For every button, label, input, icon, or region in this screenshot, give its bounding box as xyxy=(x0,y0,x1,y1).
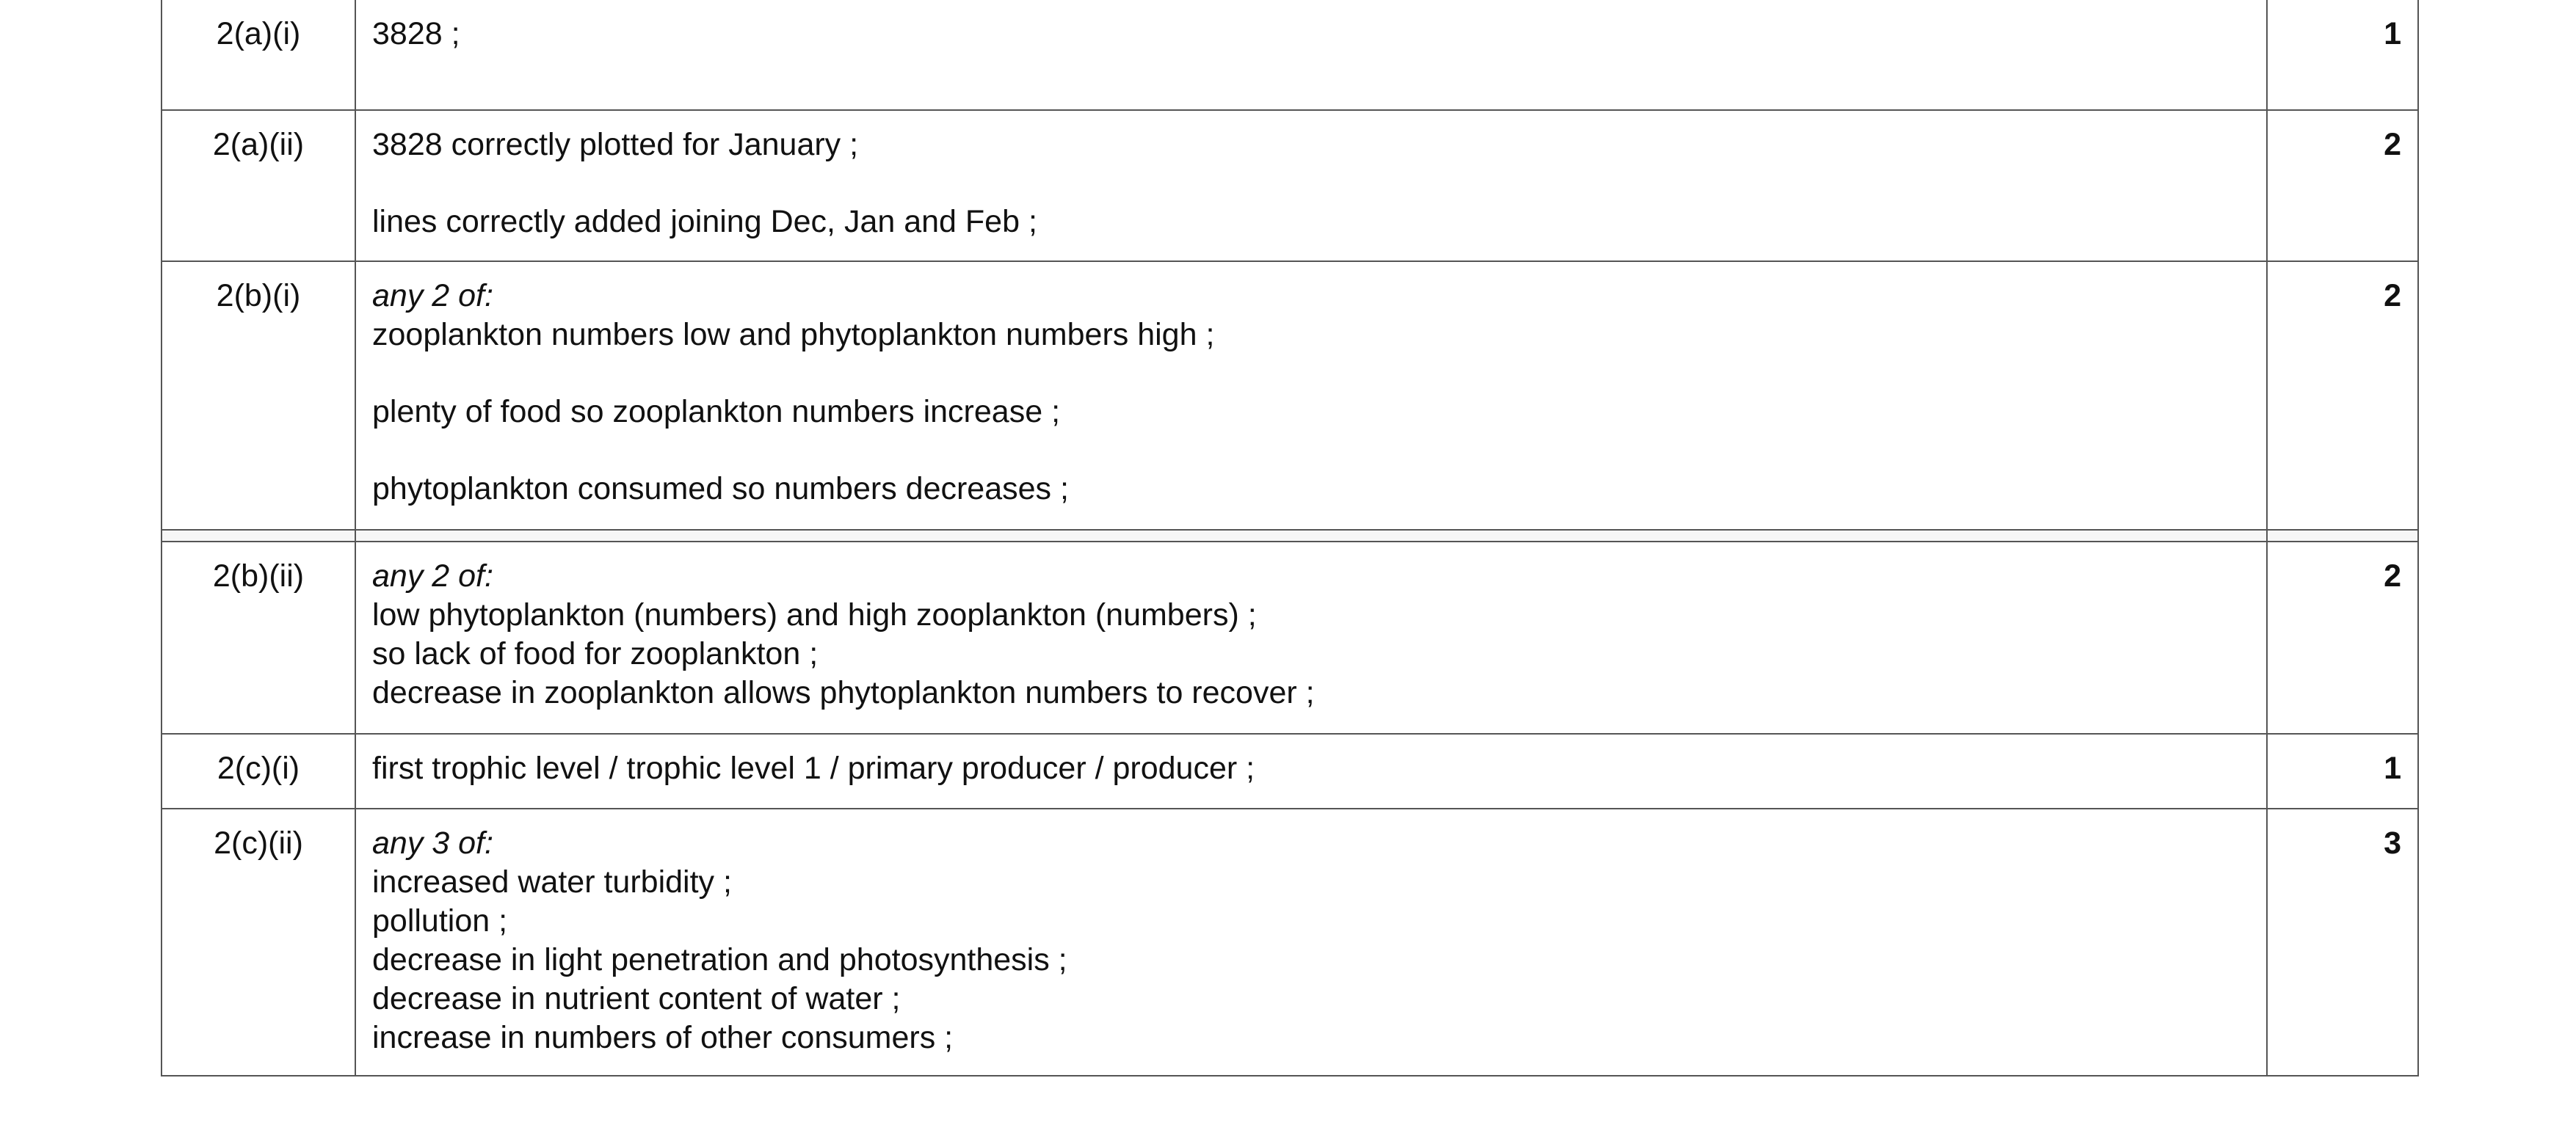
marks-cell: 2 xyxy=(2267,261,2418,530)
question-number: 2(c)(i) xyxy=(162,734,355,809)
table-row xyxy=(162,110,2418,261)
marks-cell: 1 xyxy=(2267,0,2418,110)
question-number: 2(a)(ii) xyxy=(162,110,355,261)
answer-line: lines correctly added joining Dec, Jan and Feb ; xyxy=(372,204,1037,239)
answer-line: low phytoplankton (numbers) and high zooplankton (numbers) ; xyxy=(372,597,1257,633)
answer-cell xyxy=(355,734,2267,809)
question-number: 2(c)(ii) xyxy=(162,809,355,1076)
answer-intro: any 2 of: xyxy=(372,278,493,313)
table-row xyxy=(162,0,2418,110)
question-number: 2(a)(i) xyxy=(162,0,355,110)
answer-line: pollution ; xyxy=(372,903,508,939)
marks-cell: 3 xyxy=(2267,809,2418,1076)
question-number: 2(b)(i) xyxy=(162,261,355,530)
answer-intro: any 3 of: xyxy=(372,826,493,861)
table-row xyxy=(162,542,2418,734)
answer-cell xyxy=(355,809,2267,1076)
answer-line: 3828 ; xyxy=(372,16,460,51)
answer-line: increase in numbers of other consumers ; xyxy=(372,1020,954,1055)
answer-line: decrease in zooplankton allows phytoplankton numbers to recover ; xyxy=(372,675,1315,710)
answer-line: decrease in nutrient content of water ; xyxy=(372,981,901,1016)
answer-line: 3828 correctly plotted for January ; xyxy=(372,127,859,162)
answer-line: decrease in light penetration and photosynthesis ; xyxy=(372,942,1067,977)
table-row xyxy=(162,734,2418,809)
answer-cell xyxy=(355,542,2267,734)
answer-line: increased water turbidity ; xyxy=(372,864,732,900)
table-row xyxy=(162,261,2418,530)
page-break-separator xyxy=(162,530,2418,542)
answer-line: zooplankton numbers low and phytoplankton numbers high ; xyxy=(372,317,1215,352)
marks-cell: 2 xyxy=(2267,110,2418,261)
answer-line: first trophic level / trophic level 1 / primary producer / producer ; xyxy=(372,751,1255,786)
answer-cell xyxy=(355,261,2267,530)
table-row xyxy=(162,809,2418,1076)
mark-scheme-table xyxy=(161,0,2419,1076)
answer-line: phytoplankton consumed so numbers decreases ; xyxy=(372,471,1069,506)
answer-cell xyxy=(355,110,2267,261)
answer-intro: any 2 of: xyxy=(372,558,493,594)
marks-cell: 1 xyxy=(2267,734,2418,809)
answer-cell xyxy=(355,0,2267,110)
mark-scheme-page xyxy=(161,0,2417,1076)
question-number: 2(b)(ii) xyxy=(162,542,355,734)
answer-line: so lack of food for zooplankton ; xyxy=(372,636,819,671)
marks-cell: 2 xyxy=(2267,542,2418,734)
answer-line: plenty of food so zooplankton numbers increase ; xyxy=(372,394,1061,429)
